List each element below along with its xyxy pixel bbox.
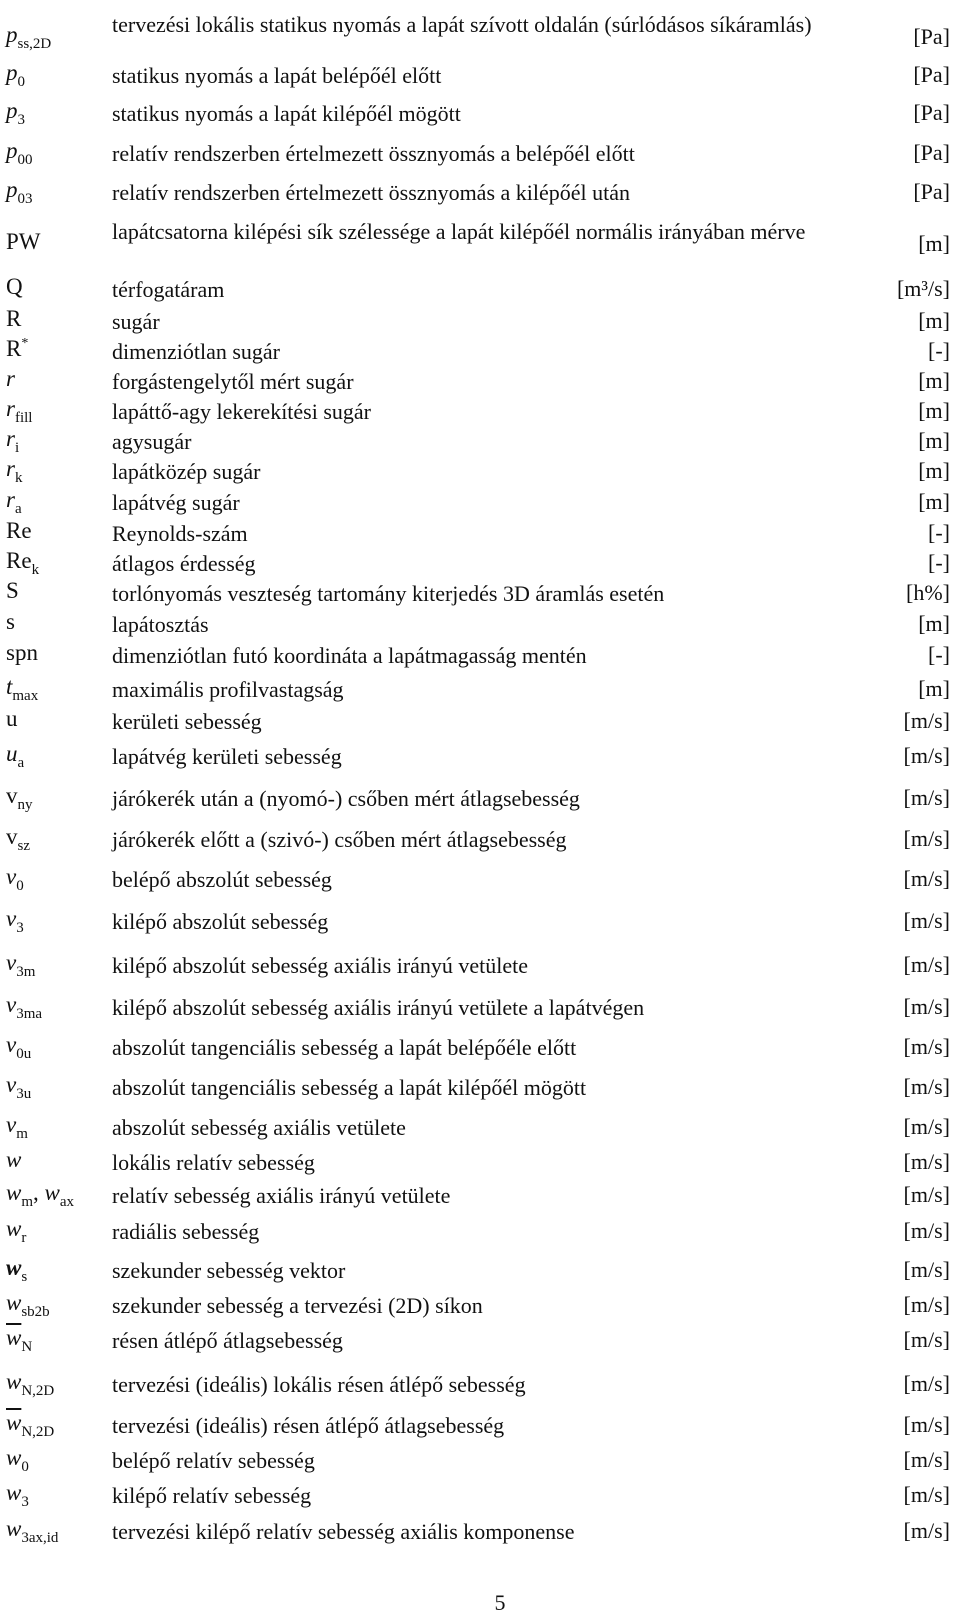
symbol-description: kerületi sebesség xyxy=(112,709,262,734)
symbol-description: kilépő abszolút sebesség axiális irányú vetülete xyxy=(112,953,529,978)
symbol-description: szekunder sebesség a tervezési (2D) síkon xyxy=(112,1293,483,1318)
symbol: $v_{3ma}$ xyxy=(6,992,43,1022)
symbol: $v_0$ xyxy=(6,864,24,894)
symbol: R* xyxy=(6,336,29,361)
symbol-unit: [-] xyxy=(928,338,950,363)
symbol-description: kilépő abszolút sebesség axiális irányú vetülete a lapátvégen xyxy=(112,995,645,1020)
symbol-description: lapátvég kerületi sebesség xyxy=(112,744,342,769)
symbol-description: belépő relatív sebesség xyxy=(112,1448,315,1473)
symbol-unit: [m/s] xyxy=(903,1371,950,1396)
symbol-description: relatív sebesség axiális irányú vetülete xyxy=(112,1183,451,1208)
symbol-description: agysugár xyxy=(112,429,192,454)
symbol-description: statikus nyomás a lapát belépőél előtt xyxy=(112,63,442,88)
symbol: $r_k$ xyxy=(6,456,23,486)
symbol-unit: [m/s] xyxy=(903,1034,950,1059)
symbol-unit: [m] xyxy=(918,428,950,453)
symbol-description: tervezési kilépő relatív sebesség axiális komponense xyxy=(112,1519,575,1544)
symbol: $w_r$ xyxy=(6,1216,27,1246)
symbol: $v_{sz}$ xyxy=(6,824,30,854)
symbol-unit: [m/s] xyxy=(903,994,950,1019)
symbol-description: lokális relatív sebesség xyxy=(112,1150,315,1175)
symbol-description: térfogatáram xyxy=(112,277,225,302)
symbol-unit: [m/s] xyxy=(903,708,950,733)
symbol-unit: [m/s] xyxy=(903,1412,950,1437)
symbol: $Re_k$ xyxy=(6,548,40,578)
symbol: S xyxy=(6,578,19,603)
symbol: $v_m$ xyxy=(6,1112,28,1142)
symbol-description: dimenziótlan sugár xyxy=(112,339,281,364)
symbol-unit: [m/s] xyxy=(903,1182,950,1207)
symbol-description: radiális sebesség xyxy=(112,1219,260,1244)
symbol-description: dimenziótlan futó koordináta a lapátmagasság mentén xyxy=(112,643,587,668)
symbol-description: kilépő relatív sebesség xyxy=(112,1483,312,1508)
symbol-description: járókerék után a (nyomó-) csőben mért átlagsebesség xyxy=(112,786,580,811)
symbol-description: tervezési lokális statikus nyomás a lapát szívott oldalán (súrlódásos síkáramlás) xyxy=(112,12,812,37)
symbol-description: lapátcsatorna kilépési sík szélessége a lapát kilépőél normális irányában mérve xyxy=(112,219,806,244)
symbol-unit: [Pa] xyxy=(913,62,950,87)
symbol-description: abszolút tangenciális sebesség a lapát belépőéle előtt xyxy=(112,1035,577,1060)
symbol: $p_{03}$ xyxy=(6,177,33,207)
symbol-unit: [m] xyxy=(918,611,950,636)
symbol: $p_3$ xyxy=(6,98,25,128)
symbol-unit: [m/s] xyxy=(903,1257,950,1282)
symbol-unit: [m/s] xyxy=(903,826,950,851)
page-number: 5 xyxy=(494,1590,506,1615)
symbol: $v_{3u}$ xyxy=(6,1072,32,1102)
symbol-unit: [m] xyxy=(918,458,950,483)
symbol: $t_{max}$ xyxy=(6,674,39,704)
symbol-unit: [m/s] xyxy=(903,1218,950,1243)
symbol-unit: [m/s] xyxy=(903,1149,950,1174)
symbol-unit: [m/s] xyxy=(903,743,950,768)
symbol-unit: [m/s] xyxy=(903,785,950,810)
symbol-unit: [m] xyxy=(918,368,950,393)
symbol-unit: [m] xyxy=(918,231,950,256)
symbol: $w_s$ xyxy=(6,1255,28,1285)
symbol: $r_{fill}$ xyxy=(6,396,33,426)
symbol: $w_0$ xyxy=(6,1445,29,1475)
symbol: $p_0$ xyxy=(6,60,25,90)
symbol-unit: [m/s] xyxy=(903,1518,950,1543)
symbol: $w_m$, $w_{ax}$ xyxy=(6,1180,75,1210)
symbol-unit: [m/s] xyxy=(903,866,950,891)
symbol: R xyxy=(6,306,22,331)
symbol-description: járókerék előtt a (szivó-) csőben mért átlagsebesség xyxy=(112,827,567,852)
symbol-unit: [-] xyxy=(928,642,950,667)
symbol: $w_{sb2b}$ xyxy=(6,1290,50,1320)
symbol-unit: [-] xyxy=(928,550,950,575)
symbol-description: belépő abszolút sebesség xyxy=(112,867,332,892)
symbol-unit: [h%] xyxy=(906,580,950,605)
symbol-description: maximális profilvastagság xyxy=(112,677,344,702)
symbol: $v_{0u}$ xyxy=(6,1032,32,1062)
symbol-description: abszolút sebesség axiális vetülete xyxy=(112,1115,406,1140)
symbol: u xyxy=(6,706,18,731)
symbol: $\overline{w}_N$ xyxy=(6,1325,33,1355)
symbol: $v_3$ xyxy=(6,906,24,936)
symbol: Re xyxy=(6,518,32,543)
symbol-unit: [m/s] xyxy=(903,1327,950,1352)
symbol-unit: [m] xyxy=(918,308,950,333)
symbol-description: relatív rendszerben értelmezett össznyomás a belépőél előtt xyxy=(112,141,635,166)
symbol-description: tervezési (ideális) lokális résen átlépő sebesség xyxy=(112,1372,526,1397)
symbol: PW xyxy=(6,229,41,254)
symbol-description: átlagos érdesség xyxy=(112,551,256,576)
symbol-description: szekunder sebesség vektor xyxy=(112,1258,346,1283)
symbol-unit: [-] xyxy=(928,520,950,545)
symbol-description: résen átlépő átlagsebesség xyxy=(112,1328,343,1353)
symbol-description: forgástengelytől mért sugár xyxy=(112,369,354,394)
symbol-description: relatív rendszerben értelmezett össznyomás a kilépőél után xyxy=(112,180,631,205)
symbol-description: kilépő abszolút sebesség xyxy=(112,909,329,934)
symbol-description: sugár xyxy=(112,309,160,334)
symbol: $w_3$ xyxy=(6,1480,29,1510)
symbol-unit: [m] xyxy=(918,398,950,423)
symbol: r xyxy=(6,366,15,391)
symbol: $r_a$ xyxy=(6,487,22,517)
symbol: $\overline{w}_{N,2D}$ xyxy=(6,1410,55,1440)
symbol-unit: [Pa] xyxy=(913,24,950,49)
symbol: $v_{ny}$ xyxy=(6,783,33,813)
symbol: $v_{3m}$ xyxy=(6,950,36,980)
symbol-description: abszolút tangenciális sebesség a lapát kilépőél mögött xyxy=(112,1075,587,1100)
symbol: $p_{00}$ xyxy=(6,138,33,168)
symbol-unit: [m/s] xyxy=(903,1074,950,1099)
symbol: $w_{3ax,id}$ xyxy=(6,1516,59,1546)
symbol: $w_{N,2D}$ xyxy=(6,1369,55,1399)
symbol: $u_a$ xyxy=(6,741,25,771)
symbol: spn xyxy=(6,640,38,665)
symbol-unit: [m/s] xyxy=(903,1482,950,1507)
symbol-unit: [m³/s] xyxy=(896,276,950,301)
symbol-description: statikus nyomás a lapát kilépőél mögött xyxy=(112,101,461,126)
symbol-description: lapáttő-agy lekerekítési sugár xyxy=(112,399,372,424)
symbol-description: Reynolds-szám xyxy=(112,521,248,546)
symbol-unit: [Pa] xyxy=(913,100,950,125)
symbol: $r_i$ xyxy=(6,426,20,456)
symbol-unit: [m/s] xyxy=(903,1114,950,1139)
symbol-description: tervezési (ideális) résen átlépő átlagsebesség xyxy=(112,1413,505,1438)
symbol: $p_{ss,2D}$ xyxy=(6,22,52,52)
symbol-description: lapátközép sugár xyxy=(112,459,261,484)
symbol: s xyxy=(6,609,15,634)
symbol-description: lapátvég sugár xyxy=(112,490,240,515)
symbol-unit: [m] xyxy=(918,676,950,701)
symbol-unit: [m/s] xyxy=(903,1292,950,1317)
symbol-unit: [m/s] xyxy=(903,908,950,933)
symbol-unit: [m] xyxy=(918,489,950,514)
symbol-unit: [m/s] xyxy=(903,952,950,977)
symbol-description: torlónyomás veszteség tartomány kiterjedés 3D áramlás esetén xyxy=(112,581,665,606)
symbol-unit: [Pa] xyxy=(913,140,950,165)
symbol: w xyxy=(6,1147,22,1172)
symbol: Q xyxy=(6,274,23,299)
symbol-unit: [Pa] xyxy=(913,179,950,204)
symbol-unit: [m/s] xyxy=(903,1447,950,1472)
symbol-description: lapátosztás xyxy=(112,612,209,637)
